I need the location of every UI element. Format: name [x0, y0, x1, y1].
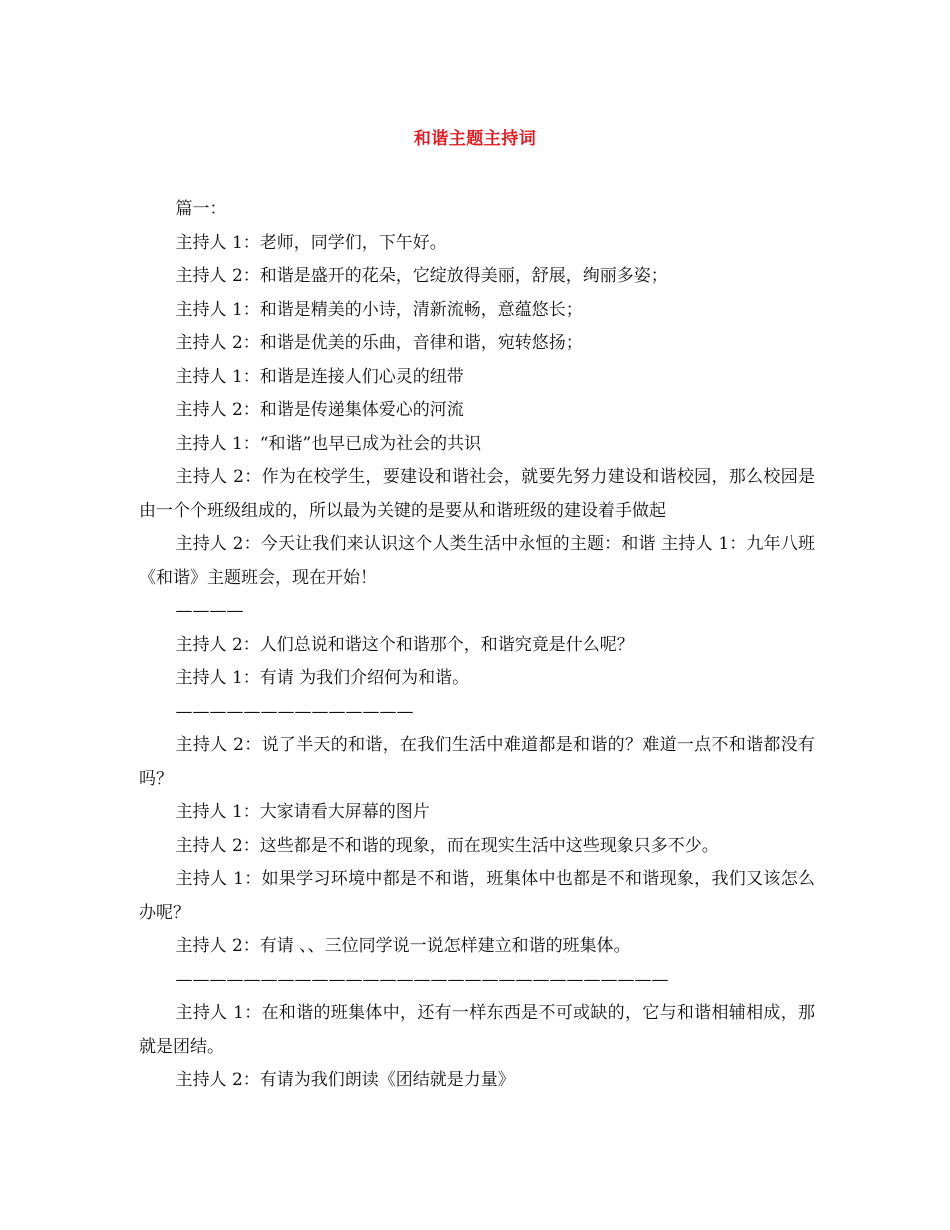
paragraph: 主持人 2：作为在校学生，要建设和谐社会，就要先努力建设和谐校园，那么校园是由一个个班级组成的，所以最为关键的是要从和谐班级的建设着手做起: [139, 467, 815, 521]
dash-separator: ————: [175, 601, 244, 621]
paragraph: 主持人 1：和谐是精美的小诗，清新流畅，意蕴悠长；: [175, 299, 583, 320]
paragraph: 主持人 1：“和谐”也早已成为社会的共识: [175, 433, 482, 454]
paragraph: 主持人 1：在和谐的班集体中，还有一样东西是不可或缺的，它与和谐相辅相成，那就是团结。: [139, 1003, 815, 1057]
paragraph-section-label: 篇一：: [175, 199, 227, 219]
paragraph: 主持人 1：和谐是连接人们心灵的纽带: [175, 366, 464, 387]
paragraph: 主持人 2：今天让我们来认识这个人类生活中永恒的主题：和谐 主持人 1：九年八班《和谐》主题班会，现在开始！: [139, 534, 815, 588]
paragraph: 主持人 1：有请 为我们介绍何为和谐。: [175, 668, 470, 688]
paragraph: 主持人 2：和谐是优美的乐曲，音律和谐，宛转悠扬；: [175, 333, 583, 353]
paragraph: 主持人 2：有请为我们朗读《团结就是力量》: [175, 1070, 515, 1090]
paragraph: 主持人 1：老师，同学们，下午好。: [175, 232, 447, 253]
paragraph: 主持人 2：这些都是不和谐的现象，而在现实生活中这些现象只多不少。: [175, 835, 719, 856]
document-title: 和谐主题主持词: [413, 129, 537, 149]
dash-separator: ——————————————: [175, 701, 414, 722]
paragraph: 主持人 1：大家请看大屏幕的图片: [175, 802, 430, 822]
paragraph: 主持人 1：如果学习环境中都是不和谐，班集体中也都是不和谐现象，我们又该怎么办呢？: [139, 869, 815, 923]
paragraph: 主持人 2：说了半天的和谐，在我们生活中难道都是和谐的？难道一点不和谐都没有吗？: [139, 735, 815, 789]
paragraph: 主持人 2：有请 、、三位同学说一说怎样建立和谐的班集体。: [175, 936, 631, 956]
paragraph: 主持人 2：人们总说和谐这个和谐那个，和谐究竟是什么呢？: [175, 634, 634, 655]
paragraph: 主持人 2：和谐是盛开的花朵，它绽放得美丽，舒展，绚丽多姿；: [175, 266, 668, 286]
paragraph: 主持人 2：和谐是传递集体爱心的河流: [175, 400, 464, 420]
dash-separator: —————————————————————————————: [175, 969, 669, 990]
document-body: [139, 193, 815, 1098]
